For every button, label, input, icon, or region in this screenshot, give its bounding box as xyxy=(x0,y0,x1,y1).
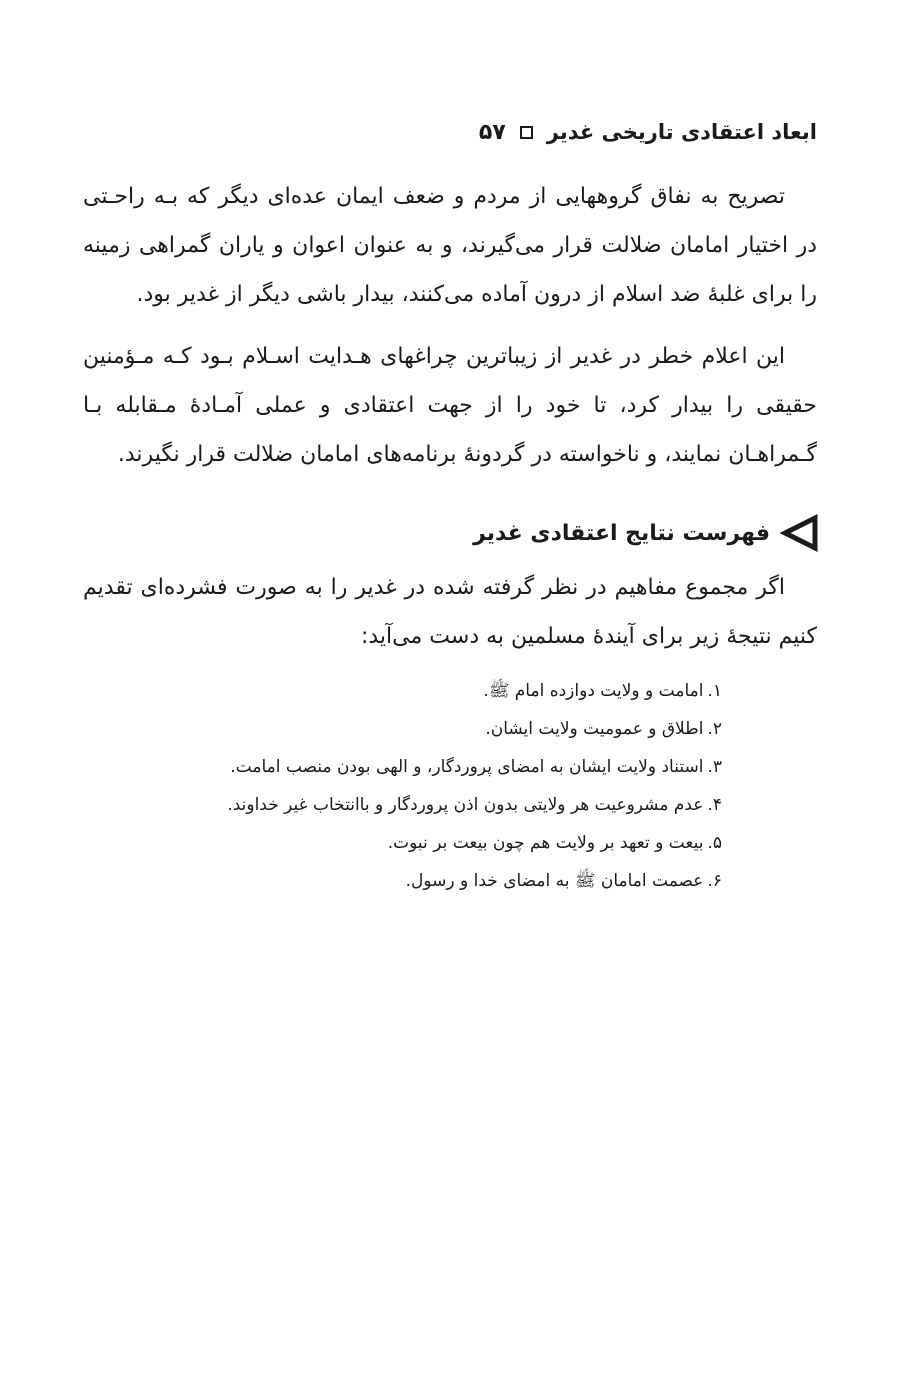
square-separator-icon xyxy=(520,126,533,139)
list-item xyxy=(83,824,722,862)
paragraph-1: تصریح به نفاق گروههایی از مردم و ضعف ایمان عده‌ای دیگر که بـه راحـتی در اختیار امامان ضلالت قرار می‌گیرند، و به عنوان اعوان و یاران گمراهی زمینه را برای غلبهٔ ضد اسلام از درون آماده می‌کنند، بیدار باشی دیگر از غدیر بود. xyxy=(83,184,817,307)
paragraph-3: اگر مجموع مفاهیم در نظر گرفته شده در غدیر را به صورت فشرده‌ای تقدیم کنیم نتیجهٔ زیر برای آیندهٔ مسلمین به دست می‌آید: xyxy=(83,575,817,649)
list-item xyxy=(83,672,722,710)
list-item-number: ۴. xyxy=(707,795,722,815)
page-number: ۵۷ xyxy=(478,119,506,145)
list-item-number: ۵. xyxy=(707,833,722,853)
list-item-text: امامت و ولایت دوازده امام ﷺ. xyxy=(483,681,704,701)
list-item-text: اطلاق و عمومیت ولایت ایشان. xyxy=(485,719,704,739)
list-item-number: ۳. xyxy=(707,757,722,777)
list-item-number: ۱. xyxy=(707,681,722,701)
list-item-number: ۶. xyxy=(707,871,722,891)
list-item-text: عدم مشروعیت هر ولایتی بدون اذن پروردگار و باانتخاب غیر خداوند. xyxy=(227,795,704,815)
section-title: فهرست نتایج اعتقادی غدیر xyxy=(473,520,770,546)
list-item xyxy=(83,786,722,824)
running-header-title: ابعاد اعتقادی تاریخی غدیر xyxy=(546,120,817,144)
paragraph-2: این اعلام خطر در غدیر از زیباترین چراغهای هـدایت اسـلام بـود کـه مـؤمنین حقیقی را بیدار کرد، تا خود را از جهت اعتقادی و عملی آمـادهٔ مـقابله بـا گـمراهـان نمایند، و ناخواسته در گردونهٔ برنامه‌های امامان ضلالت قرار نگیرند. xyxy=(83,344,817,467)
list-item-text: استناد ولایت ایشان به امضای پروردگار، و الهی بودن منصب امامت. xyxy=(230,757,704,777)
list-item xyxy=(83,710,722,748)
list-item xyxy=(83,862,722,900)
list-item-text: بیعت و تعهد بر ولایت هم چون بیعت بر نبوت. xyxy=(387,833,704,853)
list-item xyxy=(83,748,722,786)
list-item-text: عصمت امامان ﷺ به امضای خدا و رسول. xyxy=(405,871,704,891)
section-heading xyxy=(83,510,820,556)
list-item-number: ۲. xyxy=(707,719,722,739)
triangle-pointer-icon xyxy=(780,513,820,553)
running-header xyxy=(83,112,817,152)
results-list xyxy=(83,672,722,900)
